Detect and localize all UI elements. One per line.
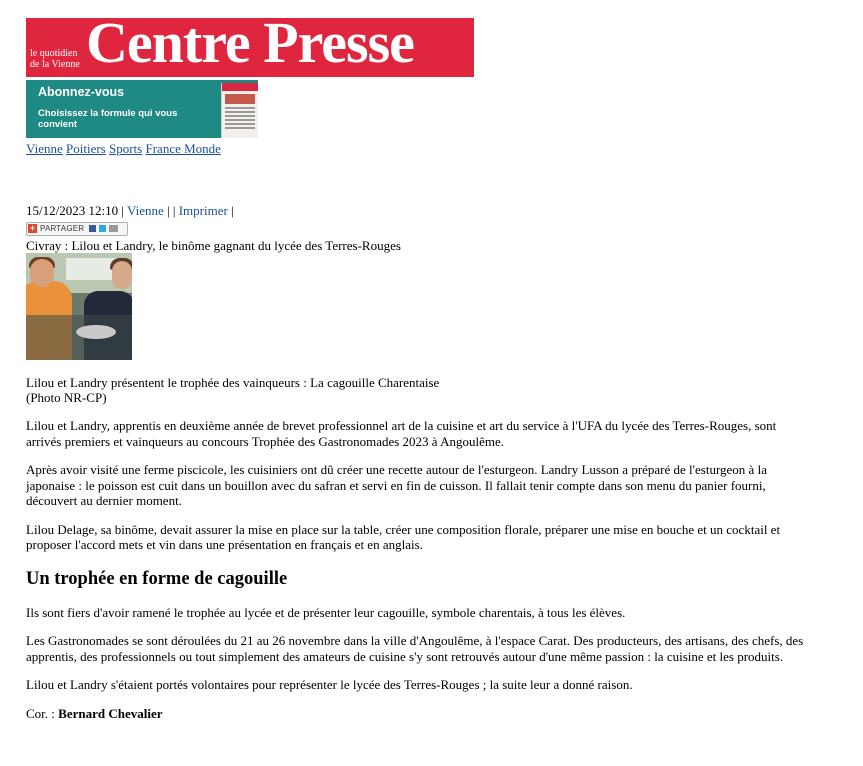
subscribe-banner[interactable]	[26, 80, 258, 138]
photo-caption-text: Lilou et Landry présentent le trophée des vainqueurs : La cagouille Charentaise	[26, 375, 440, 390]
article-paragraph: Lilou Delage, sa binôme, devait assurer la mise en place sur la table, créer une composition florale, préparer une mise en bouche et un cocktail et proposer l'accord mets et vin dans une présentation en français et en anglais.	[26, 521, 781, 552]
masthead-tagline	[30, 48, 80, 70]
article-paragraph: Les Gastronomades se sont déroulées du 21 au 26 novembre dans la ville d'Angoulême, à l'espace Carat. Des producteurs, des artisans, des chefs, des apprentis, des professionnels ou tout simplement des amateurs de cuisine s'y sont retrouvés autour d'une même passion : la cuisine et les produits.	[26, 633, 804, 664]
photo-caption	[26, 375, 806, 405]
meta-separator: |	[227, 203, 234, 218]
meta-separator: |	[118, 203, 127, 218]
nav-link-poitiers[interactable]: Poitiers	[66, 141, 106, 156]
banner-subtitle: Choisissez la formule qui vous convient	[38, 108, 178, 130]
share-plus-icon: +	[29, 223, 36, 233]
page	[26, 18, 806, 721]
article-paragraph: Lilou et Landry, apprentis en deuxième année de brevet professionnel art de la cuisine et art du service à l'UFA du lycée des Terres-Rouges, sont arrivés premiers et vainqueurs au concours Trophée des Gastronomades 2023 à Angoulême.	[26, 418, 777, 449]
photo-credit: (Photo NR-CP)	[26, 390, 107, 405]
twitter-icon	[99, 225, 106, 232]
article-subheading: Un trophée en forme de cagouille	[26, 568, 288, 589]
author-name: Bernard Chevalier	[58, 705, 163, 721]
nav-link-vienne[interactable]: Vienne	[26, 141, 63, 156]
share-label: PARTAGER	[40, 224, 85, 233]
tagline-line-1: le quotidien	[30, 48, 78, 59]
masthead-logo[interactable]	[26, 18, 474, 77]
article-photo[interactable]	[26, 253, 132, 360]
newspaper-thumbnail-icon	[221, 83, 258, 138]
author-prefix: Cor. :	[26, 705, 59, 721]
print-link[interactable]: Imprimer	[178, 203, 228, 218]
share-button[interactable]	[26, 222, 128, 236]
article-author	[26, 706, 806, 721]
banner-title: Abonnez-vous	[38, 85, 125, 99]
facebook-icon	[89, 225, 96, 232]
nav-link-france-monde[interactable]: France Monde	[145, 141, 221, 156]
article-headline: Civray : Lilou et Landry, le binôme gagnant du lycée des Terres-Rouges	[26, 238, 401, 253]
masthead-title: Centre Presse	[86, 18, 414, 75]
article-paragraph: Ils sont fiers d'avoir ramené le trophée au lycée et de présenter leur cagouille, symbole charentais, à tous les élèves.	[26, 604, 626, 620]
article-paragraph: Lilou et Landry s'étaient portés volontaires pour représenter le lycée des Terres-Rouges ; la suite leur a donné raison.	[26, 677, 633, 692]
article-datetime: 15/12/2023 12:10	[26, 203, 119, 218]
main-nav	[26, 141, 806, 157]
article-meta	[26, 203, 806, 219]
tagline-line-2: de la Vienne	[30, 59, 80, 70]
article-paragraph: Après avoir visité une ferme piscicole, les cuisiniers ont dû créer une recette autour de l'esturgeon. Landry Lusson a préparé de l'esturgeon à la japonaise : le poisson est cuit dans un bouillon avec du safran et servi en fin de cuisson. Il fallait tenir compte dans son menu du panier fourni, découvert au dernier moment.	[26, 462, 767, 508]
section-link[interactable]: Vienne	[126, 203, 164, 218]
email-icon	[109, 225, 118, 232]
meta-separator: | |	[163, 203, 179, 218]
nav-link-sports[interactable]: Sports	[109, 141, 143, 156]
